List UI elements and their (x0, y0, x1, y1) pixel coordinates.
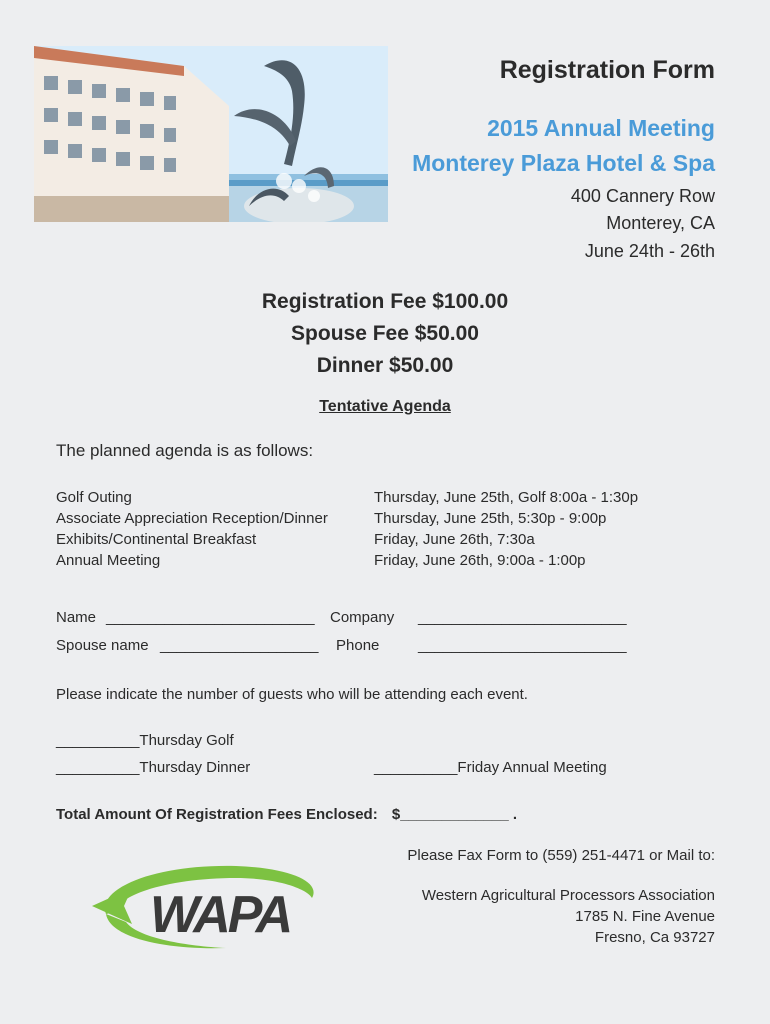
company-label: Company (330, 609, 395, 626)
mail-city: Fresno, Ca 93727 (594, 929, 715, 946)
agenda-event: Exhibits/Continental Breakfast (56, 531, 257, 548)
agenda-heading: Tentative Agenda (319, 398, 451, 415)
guests-thursday-dinner[interactable]: __________Thursday Dinner (56, 759, 251, 776)
event-dates: June 24th - 26th (584, 241, 715, 261)
company-field[interactable]: _________________________ (418, 609, 627, 626)
event-title: 2015 Annual Meeting (487, 115, 715, 141)
spouse-fee: Spouse Fee $50.00 (291, 322, 479, 345)
dinner-fee: Dinner $50.00 (316, 354, 454, 377)
registration-fee: Registration Fee $100.00 (261, 290, 509, 313)
agenda-intro: The planned agenda is as follows: (56, 441, 314, 460)
total-row (56, 806, 517, 823)
mail-org: Western Agricultural Processors Association (421, 887, 715, 904)
agenda-row (56, 552, 746, 573)
venue-address-line1: 400 Cannery Row (570, 186, 715, 206)
hotel-dolphin-photo (34, 46, 388, 222)
guests-thursday-golf[interactable]: __________Thursday Golf (56, 732, 234, 749)
name-field[interactable]: _________________________ (106, 609, 315, 626)
agenda-time: Friday, June 26th, 9:00a - 1:00p (374, 552, 586, 569)
name-label: Name (56, 609, 97, 626)
guests-friday-meeting[interactable]: __________Friday Annual Meeting (374, 759, 607, 776)
spouse-name-field[interactable]: ___________________ (160, 637, 319, 654)
phone-label: Phone (336, 637, 380, 654)
agenda-row (56, 510, 746, 531)
wapa-logo (86, 858, 326, 954)
agenda-row (56, 531, 746, 552)
phone-field[interactable]: _________________________ (418, 637, 627, 654)
wapa-logo-text: WAPA (150, 886, 291, 944)
fax-instruction: Please Fax Form to (559) 251-4471 or Mail to: (407, 847, 715, 864)
spouse-name-label: Spouse name (56, 637, 149, 654)
agenda-row (56, 489, 746, 510)
venue-name: Monterey Plaza Hotel & Spa (412, 150, 715, 176)
agenda-event: Annual Meeting (56, 552, 161, 569)
mail-street: 1785 N. Fine Avenue (575, 908, 715, 925)
total-label: Total Amount Of Registration Fees Enclosed: (56, 806, 378, 823)
agenda-time: Thursday, June 25th, 5:30p - 9:00p (374, 510, 607, 527)
agenda-time: Friday, June 26th, 7:30a (374, 531, 535, 548)
agenda-time: Thursday, June 25th, Golf 8:00a - 1:30p (374, 489, 639, 506)
agenda-event: Associate Appreciation Reception/Dinner (56, 510, 328, 527)
agenda-event: Golf Outing (56, 489, 132, 506)
total-field[interactable]: $_____________ . (391, 806, 518, 823)
guests-prompt: Please indicate the number of guests who will be attending each event. (56, 686, 528, 703)
venue-address-line2: Monterey, CA (606, 213, 715, 233)
page-title: Registration Form (499, 56, 715, 84)
